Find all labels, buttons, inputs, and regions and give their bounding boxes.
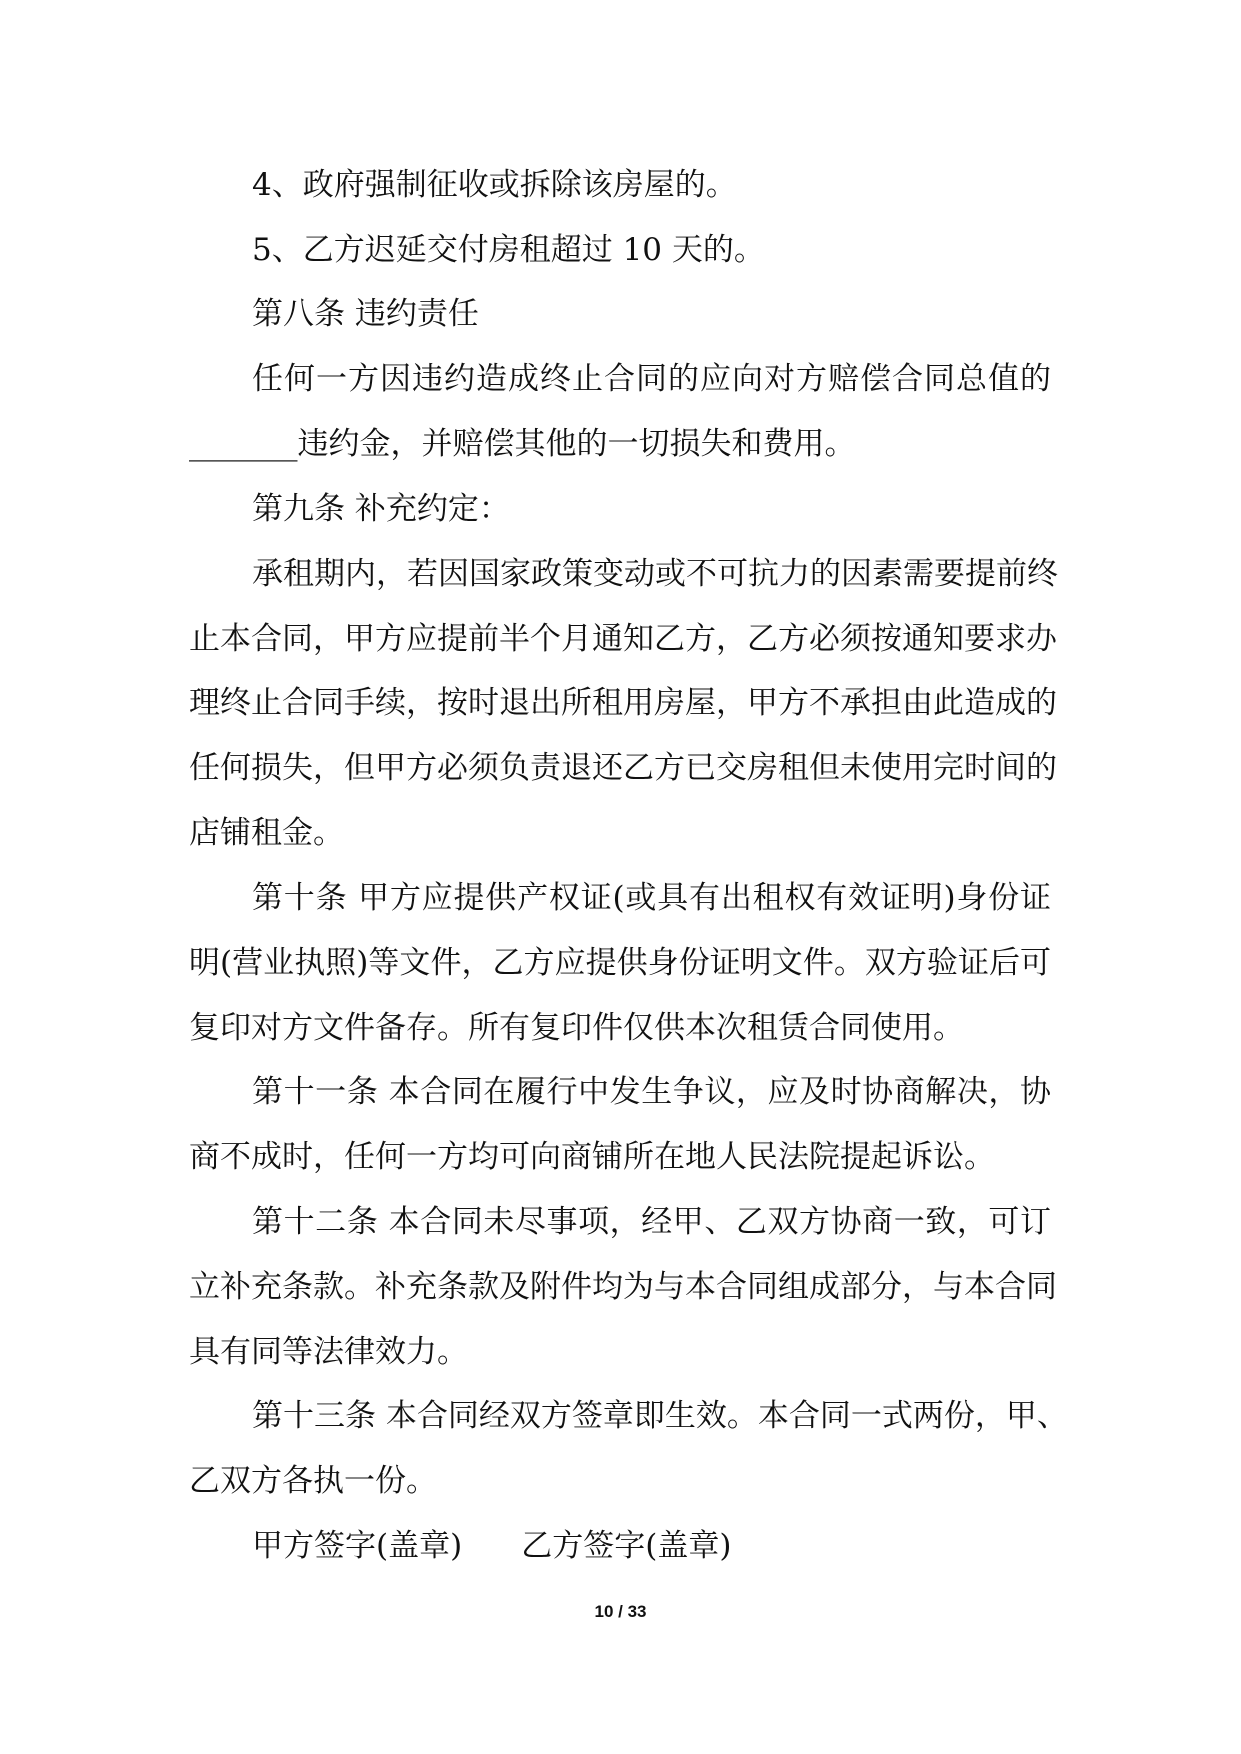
clause-12-text-line: 立补充条款。补充条款及附件均为与本合同组成部分，与本合同 <box>189 1269 1057 1305</box>
clause-7-item-4: 4、政府强制征收或拆除该房屋的。 <box>252 167 737 203</box>
clause-10-text-line: 第十条 甲方应提供产权证(或具有出租权有效证明)身份证 <box>252 880 1051 916</box>
clause-9-text-line: 承租期内，若因国家政策变动或不可抗力的因素需要提前终 <box>252 556 1058 592</box>
clause-8-heading: 第八条 违约责任 <box>252 296 479 332</box>
clause-9-heading: 第九条 补充约定： <box>252 491 510 527</box>
clause-13-text-line: 乙双方各执一份。 <box>189 1463 437 1499</box>
page-number: 10 / 33 <box>594 1602 647 1621</box>
clause-8-text-line: _______违约金，并赔偿其他的一切损失和费用。 <box>189 426 856 462</box>
clause-10-text-line: 明(营业执照)等文件，乙方应提供身份证明文件。双方验证后可 <box>189 945 1051 981</box>
clause-7-item-5: 5、乙方迟延交付房租超过 10 天的。 <box>252 232 765 268</box>
clause-8-text-line: 任何一方因违约造成终止合同的应向对方赔偿合同总值的 <box>252 361 1051 397</box>
clause-12-text-line: 具有同等法律效力。 <box>189 1334 468 1370</box>
clause-11-text-line: 第十一条 本合同在履行中发生争议，应及时协商解决，协 <box>252 1074 1051 1110</box>
clause-9-text-line: 止本合同，甲方应提前半个月通知乙方，乙方必须按通知要求办 <box>189 621 1057 657</box>
clause-9-text-line: 任何损失，但甲方必须负责退还乙方已交房租但未使用完时间的 <box>189 750 1057 786</box>
clause-12-text-line: 第十二条 本合同未尽事项，经甲、乙双方协商一致，可订 <box>252 1204 1051 1240</box>
clause-9-text-line: 理终止合同手续，按时退出所租用房屋，甲方不承担由此造成的 <box>189 685 1057 721</box>
clause-10-text-line: 复印对方文件备存。所有复印件仅供本次租赁合同使用。 <box>189 1010 964 1046</box>
clause-11-text-line: 商不成时，任何一方均可向商铺所在地人民法院提起诉讼。 <box>189 1139 995 1175</box>
signature-line: 甲方签字(盖章) 乙方签字(盖章) <box>252 1528 732 1564</box>
clause-13-text-line: 第十三条 本合同经双方签章即生效。本合同一式两份，甲、 <box>252 1398 1068 1434</box>
clause-9-text-line: 店铺租金。 <box>189 815 344 851</box>
